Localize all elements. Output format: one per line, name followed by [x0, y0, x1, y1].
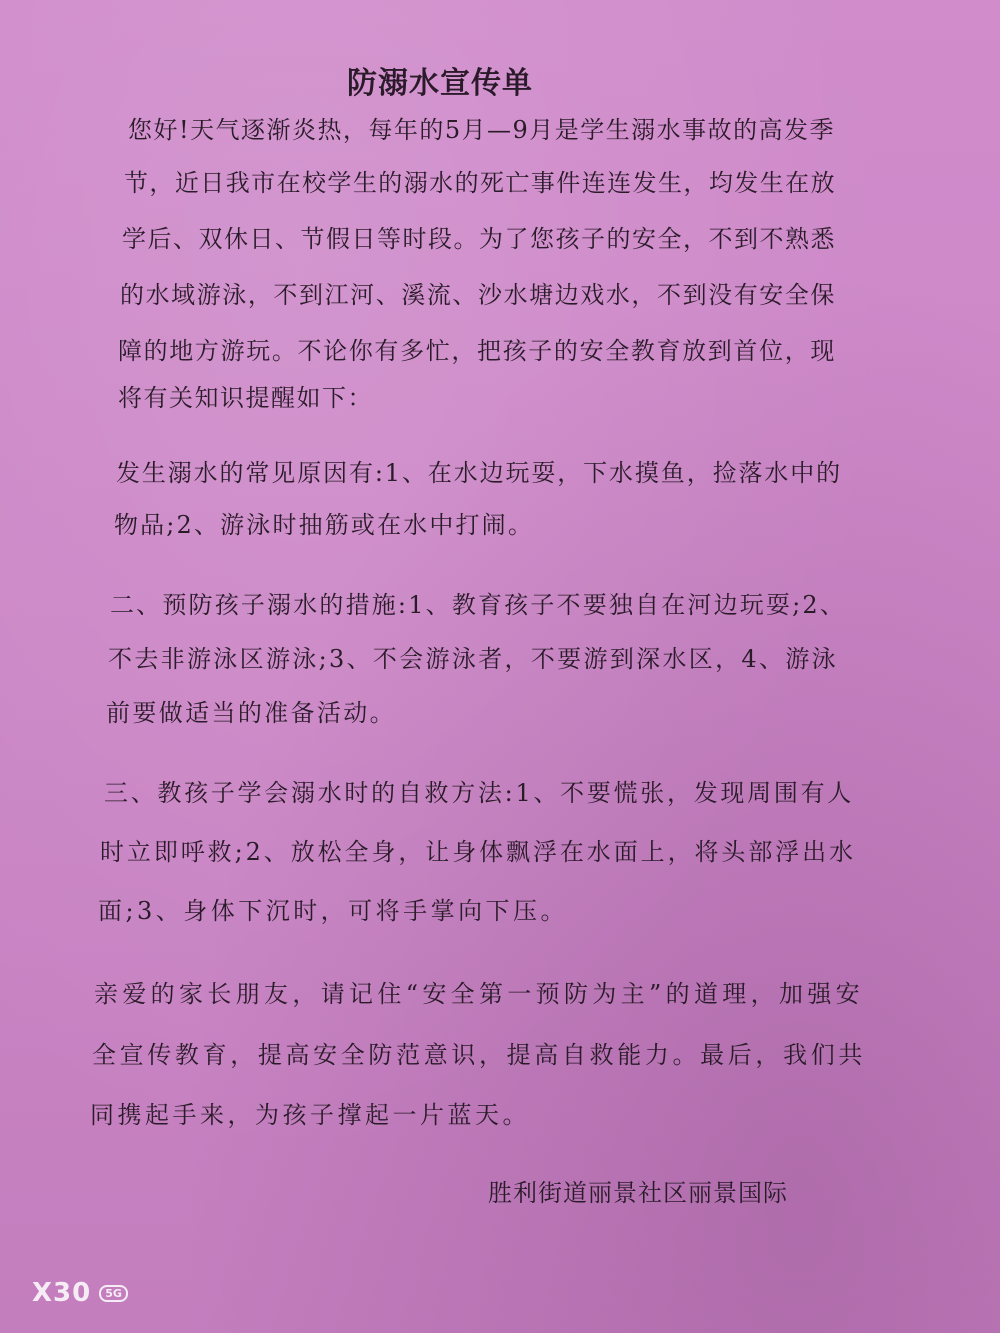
- closing-line-1: 亲爱的家长朋友，请记住“安全第一预防为主”的道理，加强安: [94, 980, 864, 1008]
- section2-line-2: 不去非游泳区游泳;3、不会游泳者，不要游到深水区，4、游泳: [108, 645, 838, 673]
- intro-line-6: 将有关知识提醒如下：: [118, 384, 373, 412]
- section3-line-2: 时立即呼救;2、放松全身，让身体飘浮在水面上，将头部浮出水: [100, 838, 856, 866]
- section1-line-1: 发生溺水的常见原因有:1、在水边玩耍，下水摸鱼，捡落水中的: [116, 459, 842, 487]
- camera-watermark: [32, 1278, 128, 1308]
- section2-line-3: 前要做适当的准备活动。: [106, 699, 396, 727]
- section2-line-1: 二、预防孩子溺水的措施:1、教育孩子不要独自在河边玩耍;2、: [110, 591, 846, 619]
- section3-line-1: 三、教孩子学会溺水时的自救方法:1、不要慌张，发现周围有人: [104, 779, 854, 807]
- watermark-model: X30: [32, 1278, 92, 1308]
- intro-line-1: 您好!天气逐渐炎热，每年的5月—9月是学生溺水事故的高发季: [128, 116, 835, 144]
- intro-line-2: 节，近日我市在校学生的溺水的死亡事件连连发生，均发生在放: [124, 169, 836, 197]
- section3-line-3: 面;3、身体下沉时，可将手掌向下压。: [98, 897, 568, 925]
- closing-line-2: 全宣传教育，提高安全防范意识，提高自救能力。最后，我们共: [92, 1041, 866, 1069]
- intro-line-5: 障的地方游玩。不论你有多忙，把孩子的安全教育放到首位，现: [118, 337, 836, 365]
- intro-line-3: 学后、双休日、节假日等时段。为了您孩子的安全，不到不熟悉: [122, 225, 836, 253]
- closing-line-3: 同携起手来，为孩子撑起一片蓝天。: [90, 1101, 530, 1129]
- document-title: 防溺水宣传单: [347, 66, 533, 101]
- intro-line-4: 的水域游泳，不到江河、溪流、沙水塘边戏水，不到没有安全保: [120, 281, 836, 309]
- section1-line-2: 物品;2、游泳时抽筋或在水中打闹。: [114, 511, 534, 539]
- watermark-5g-badge: 5G: [99, 1285, 128, 1302]
- signature: 胜利街道丽景社区丽景国际: [488, 1179, 788, 1207]
